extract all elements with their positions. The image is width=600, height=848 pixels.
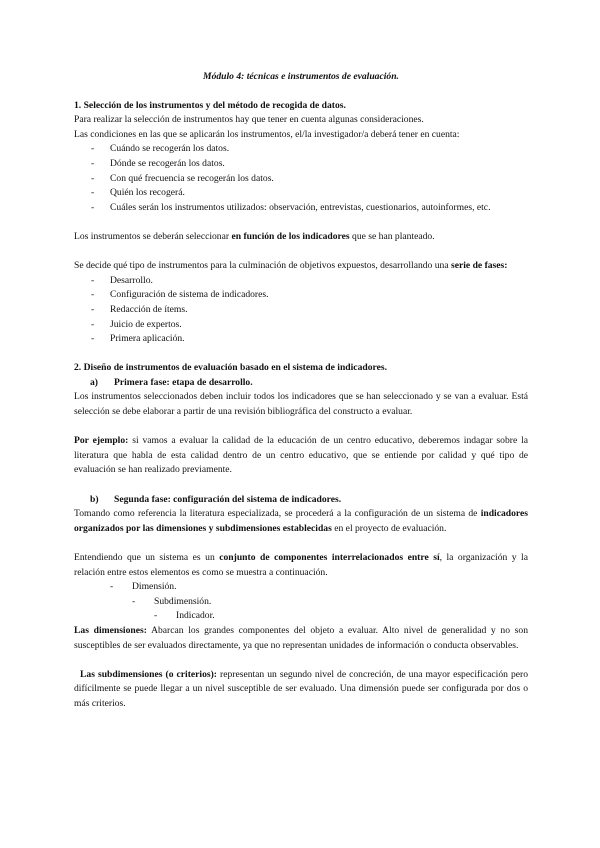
tree-level-1: - Dimensión.: [110, 581, 177, 593]
tree-level-3: - Indicador.: [154, 610, 215, 622]
list-item: - Desarrollo.: [88, 274, 528, 289]
paragraph: Tomando como referencia la literatura especializada, se procederá a la configuración de un sistema de indicadores organizados por las dimensiones y subdimensiones establecidas en el proyecto de evaluación.: [74, 508, 528, 534]
phases-list: [74, 274, 528, 347]
list-item: - Cuáles serán los instrumentos utilizados: observación, entrevistas, cuestionarios, autoinformes, etc.: [88, 201, 528, 216]
paragraph: Los instrumentos seleccionados deben incluir todos los indicadores que se han seleccionado y se van a evaluar. Está selección se debe elaborar a partir de una revisión bibliográfica del constructo a evaluar.: [74, 391, 528, 418]
paragraph: Las dimensiones: Abarcan los grandes componentes del objeto a evaluar. Alto nivel de generalidad y no son susceptibles de ser evaluados directamente, ya que no representan unidades de información o conducta observables.: [74, 624, 528, 651]
conditions-list: [74, 142, 528, 215]
paragraph: Se decide qué tipo de instrumentos para la culminación de objetivos expuestos, desarrollando una serie de fases:: [74, 260, 508, 272]
list-item: - Dónde se recogerán los datos.: [88, 157, 528, 172]
paragraph: Por ejemplo: si vamos a evaluar la calidad de la educación de un centro educativo, deberemos indagar sobre la literatura que habla de esta calidad dentro de un centro educativo, que se entiende por calidad y qué tipo de evaluación se han realizado previamente.: [74, 435, 529, 476]
paragraph: Los instrumentos se deberán seleccionar en función de los indicadores que se han planteado.: [74, 230, 435, 242]
subsection-b-heading: b) Segunda fase: configuración del sistema de indicadores.: [90, 493, 342, 505]
list-item: - Juicio de expertos.: [88, 318, 528, 333]
list-item: - Cuándo se recogerán los datos.: [88, 142, 528, 157]
list-item: - Con qué frecuencia se recogerán los datos.: [88, 172, 528, 187]
section-2-heading: 2. Diseño de instrumentos de evaluación basado en el sistema de indicadores.: [74, 362, 387, 374]
subsection-a-heading: a) Primera fase: etapa de desarrollo.: [90, 376, 253, 388]
paragraph: Entendiendo que un sistema es un conjunto de componentes interrelacionados entre sí, la organización y la relación entre estos elementos es como se muestra a continuación.: [74, 552, 528, 578]
list-item: - Quién los recogerá.: [88, 186, 528, 201]
paragraph: Para realizar la selección de instrumentos hay que tener en cuenta algunas consideraciones.: [74, 114, 424, 126]
list-item: - Configuración de sistema de indicadores.: [88, 288, 528, 303]
tree-level-2: - Subdimensión.: [132, 595, 212, 607]
section-1-heading: 1. Selección de los instrumentos y del método de recogida de datos.: [74, 99, 346, 111]
list-item: - Primera aplicación.: [88, 332, 528, 347]
paragraph: Las subdimensiones (o criterios): representan un segundo nivel de concreción, de una mayor especificación pero difícilmente se puede llegar a un nivel susceptible de ser evaluado. Una dimensión puede ser configurada por dos o más criterios.: [74, 668, 528, 709]
list-item: - Redacción de ítems.: [88, 303, 528, 318]
paragraph: Las condiciones en las que se aplicarán los instrumentos, el/la investigador/a deberá tener en cuenta:: [74, 128, 460, 140]
page-title: Módulo 4: técnicas e instrumentos de evaluación.: [203, 71, 399, 82]
